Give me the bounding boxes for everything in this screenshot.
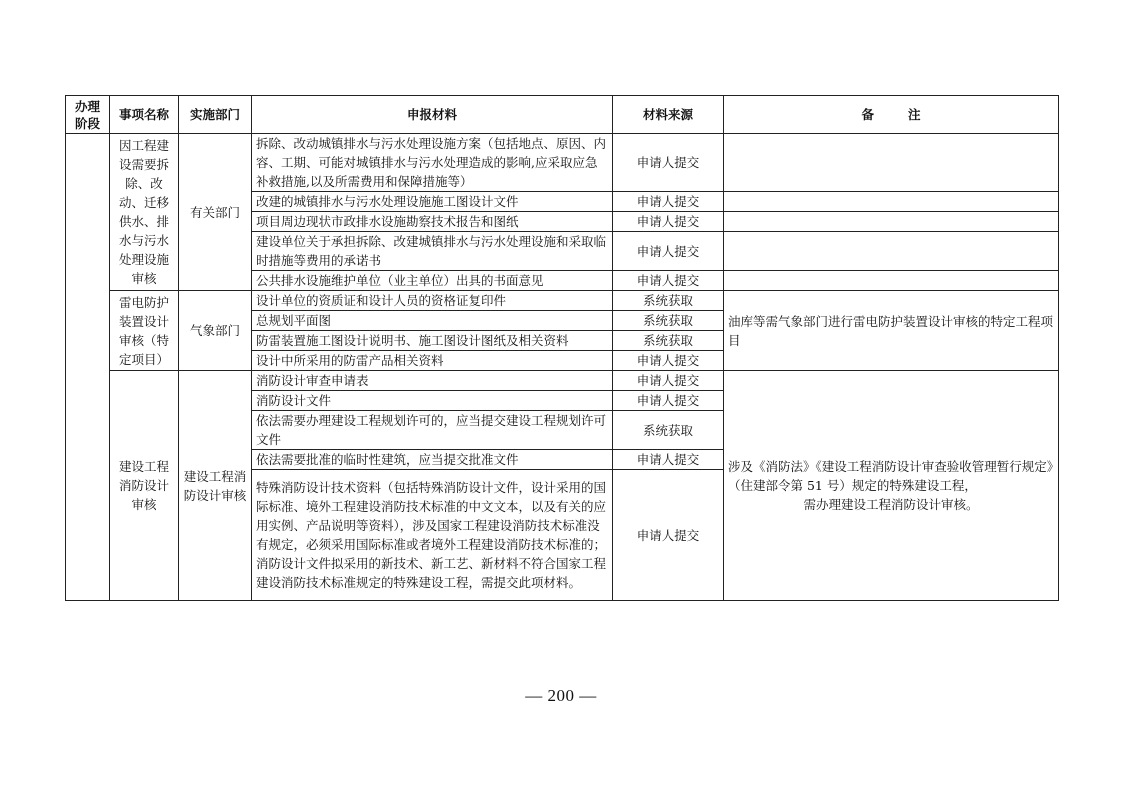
header-stage: 办理阶段: [66, 96, 110, 134]
remark-line: 涉及《消防法》《建设工程消防设计审查验收管理暂行规定》（住建部令第 51 号）规定的特殊建设工程，: [728, 459, 1054, 493]
material-cell: 项目周边现状市政排水设施勘察技术报告和图纸: [252, 212, 613, 232]
source-cell: 系统获取: [613, 331, 724, 351]
header-dept: 实施部门: [179, 96, 252, 134]
remark-line: 需办理建设工程消防设计审核。: [803, 497, 979, 512]
source-cell: 申请人提交: [613, 212, 724, 232]
material-cell: 设计中所采用的防雷产品相关资料: [252, 351, 613, 371]
material-cell: 防雷装置施工图设计说明书、施工图设计图纸及相关资料: [252, 331, 613, 351]
remark-cell: [724, 212, 1059, 232]
item-name-cell: 雷电防护装置设计审核（特定项目）: [110, 291, 179, 371]
table-row: [66, 371, 1059, 391]
remark-cell: [724, 371, 1059, 601]
material-cell: 依法需要批准的临时性建筑，应当提交批准文件: [252, 450, 613, 470]
remark-cell: [724, 134, 1059, 192]
remark-cell: [724, 192, 1059, 212]
source-cell: 系统获取: [613, 291, 724, 311]
header-remark: 备 注: [724, 96, 1059, 134]
material-cell: 拆除、改动城镇排水与污水处理设施方案（包括地点、原因、内容、工期、可能对城镇排水与污水处理造成的影响,应采取应急补救措施,以及所需费用和保障措施等）: [252, 134, 613, 192]
source-cell: 申请人提交: [613, 450, 724, 470]
dept-cell: 建设工程消防设计审核: [179, 371, 252, 601]
page-number: — 200 —: [525, 686, 597, 705]
item-name-cell: 因工程建设需要拆除、改动、迁移供水、排水与污水处理设施审核: [110, 134, 179, 291]
material-cell: 特殊消防设计技术资料（包括特殊消防设计文件，设计采用的国际标准、境外工程建设消防技术标准的中文文本，以及有关的应用实例、产品说明等资料），涉及国家工程建设消防技术标准没有规定，必须采用国际标准或者境外工程建设消防技术标准的；消防设计文件拟采用的新技术、新工艺、新材料不符合国家工程建设消防技术标准规定的特殊建设工程，需提交此项材料。: [252, 470, 613, 601]
application-materials-table: [65, 95, 1059, 601]
source-cell: 系统获取: [613, 411, 724, 450]
item-name-cell: 建设工程消防设计审核: [110, 371, 179, 601]
material-cell: 公共排水设施维护单位（业主单位）出具的书面意见: [252, 271, 613, 291]
source-cell: 申请人提交: [613, 391, 724, 411]
dept-cell: 气象部门: [179, 291, 252, 371]
source-cell: 申请人提交: [613, 371, 724, 391]
remark-cell: 油库等需气象部门进行雷电防护装置设计审核的特定工程项目: [724, 291, 1059, 371]
material-cell: 建设单位关于承担拆除、改建城镇排水与污水处理设施和采取临时措施等费用的承诺书: [252, 232, 613, 271]
source-cell: 申请人提交: [613, 232, 724, 271]
source-cell: 申请人提交: [613, 192, 724, 212]
material-cell: 消防设计审查申请表: [252, 371, 613, 391]
material-cell: 改建的城镇排水与污水处理设施施工图设计文件: [252, 192, 613, 212]
stage-cell: [66, 134, 110, 601]
dept-cell: 有关部门: [179, 134, 252, 291]
header-item: 事项名称: [110, 96, 179, 134]
header-source: 材料来源: [613, 96, 724, 134]
source-cell: 申请人提交: [613, 470, 724, 601]
source-cell: 申请人提交: [613, 351, 724, 371]
remark-cell: [724, 271, 1059, 291]
material-cell: 依法需要办理建设工程规划许可的，应当提交建设工程规划许可文件: [252, 411, 613, 450]
remark-cell: [724, 232, 1059, 271]
material-cell: 设计单位的资质证和设计人员的资格证复印件: [252, 291, 613, 311]
table-row: [66, 291, 1059, 311]
source-cell: 申请人提交: [613, 271, 724, 291]
header-row: [66, 96, 1059, 134]
material-cell: 消防设计文件: [252, 391, 613, 411]
source-cell: 申请人提交: [613, 134, 724, 192]
material-cell: 总规划平面图: [252, 311, 613, 331]
header-materials: 申报材料: [252, 96, 613, 134]
source-cell: 系统获取: [613, 311, 724, 331]
table-row: [66, 134, 1059, 192]
